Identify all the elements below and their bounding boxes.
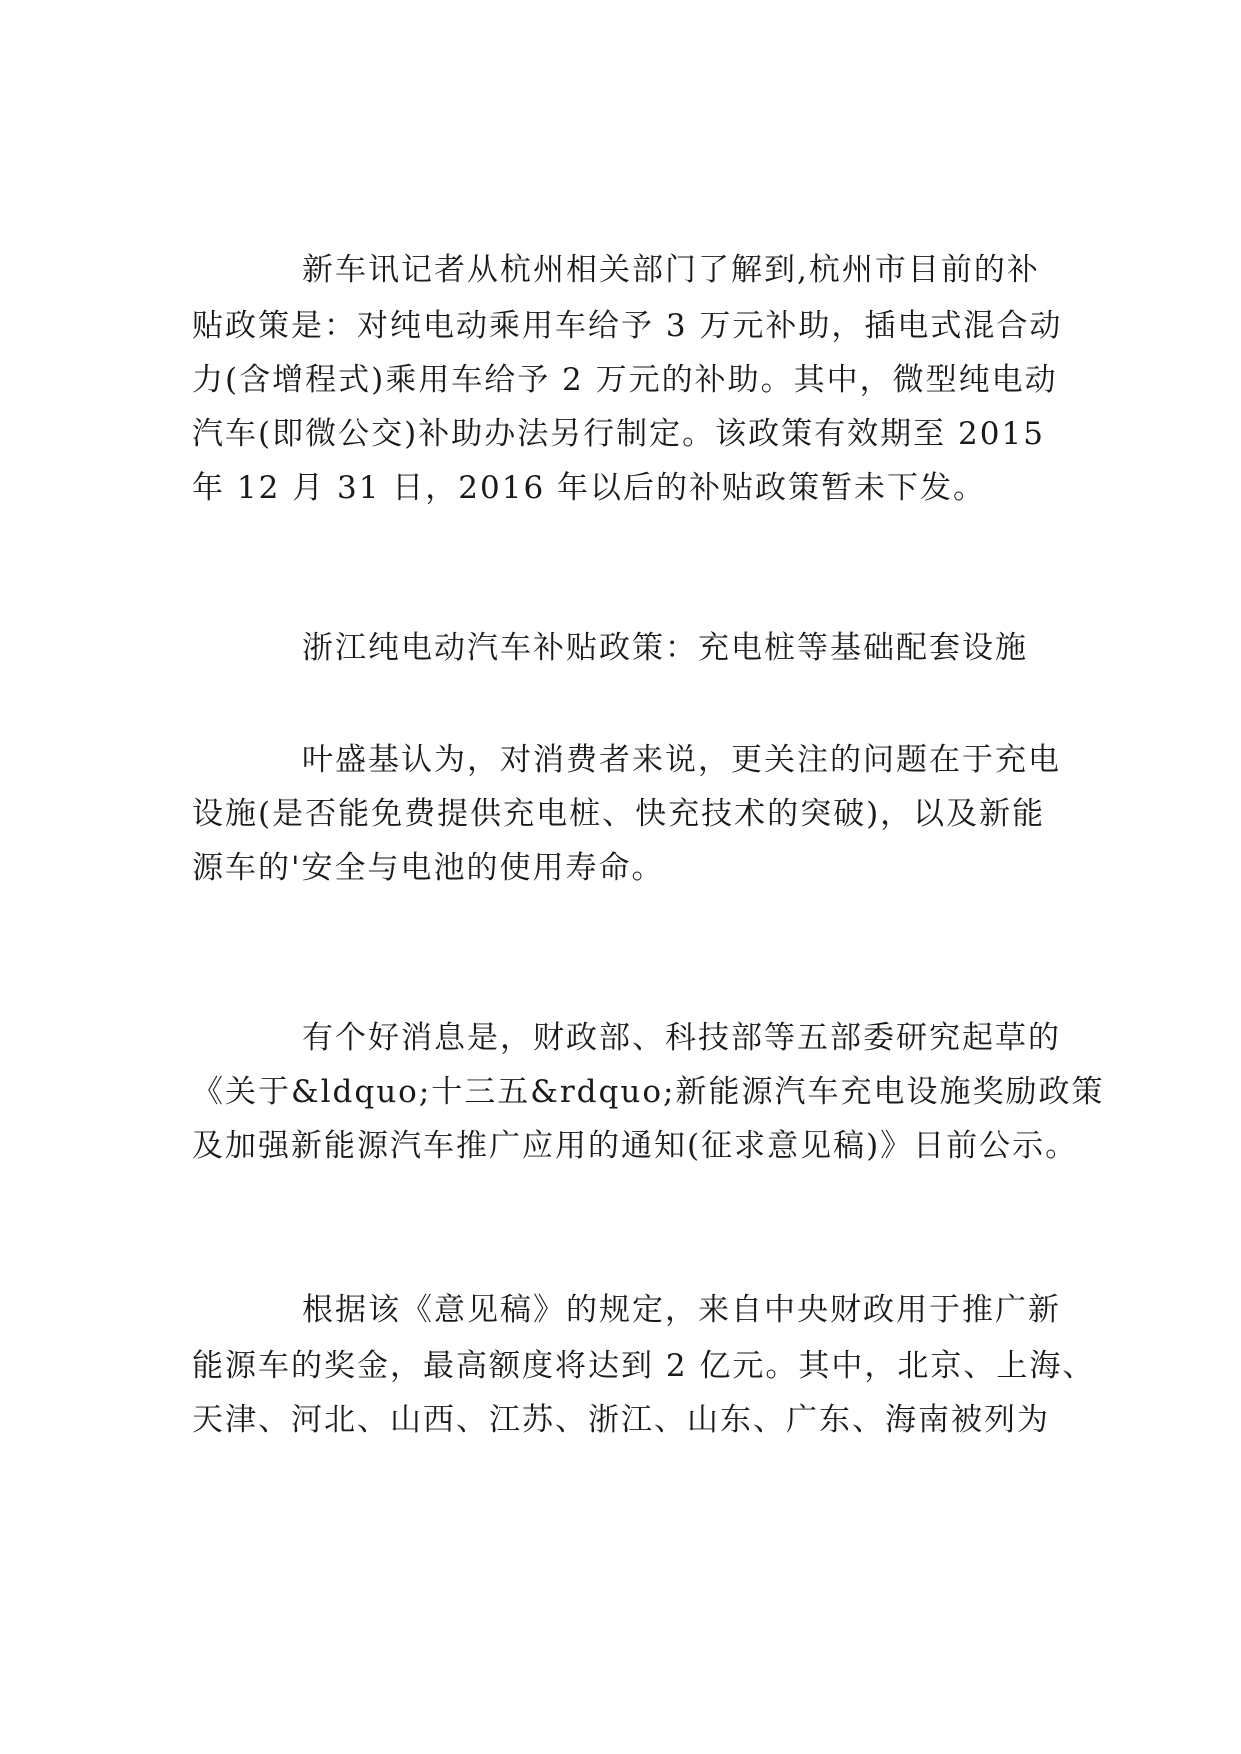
paragraph-2-line-2: 设施(是否能免费提供充电桩、快充技术的突破)，以及新能 bbox=[192, 796, 1046, 832]
paragraph-3-line-1: 有个好消息是，财政部、科技部等五部委研究起草的 bbox=[302, 1020, 1061, 1056]
paragraph-4-line-3: 天津、河北、山西、江苏、浙江、山东、广东、海南被列为 bbox=[192, 1402, 1050, 1438]
paragraph-1-line-5: 年 12 月 31 日，2016 年以后的补贴政策暂未下发。 bbox=[192, 470, 987, 506]
paragraph-4-line-1: 根据该《意见稿》的规定，来自中央财政用于推广新 bbox=[302, 1292, 1061, 1328]
paragraph-2-line-1: 叶盛基认为，对消费者来说，更关注的问题在于充电 bbox=[302, 742, 1061, 778]
section-heading: 浙江纯电动汽车补贴政策：充电桩等基础配套设施 bbox=[302, 630, 1028, 666]
paragraph-3-line-3: 及加强新能源汽车推广应用的通知(征求意见稿)》日前公示。 bbox=[192, 1128, 1079, 1164]
paragraph-1-line-1: 新车讯记者从杭州相关部门了解到,杭州市目前的补 bbox=[302, 252, 1040, 288]
paragraph-4-line-2: 能源车的奖金，最高额度将达到 2 亿元。其中，北京、上海、 bbox=[192, 1348, 1096, 1384]
paragraph-1-line-3: 力(含增程式)乘用车给予 2 万元的补助。其中，微型纯电动 bbox=[192, 362, 1058, 398]
paragraph-2-line-3: 源车的'安全与电池的使用寿命。 bbox=[192, 850, 665, 886]
paragraph-3-line-2: 《关于&ldquo;十三五&rdquo;新能源汽车充电设施奖励政策 bbox=[192, 1074, 1105, 1110]
paragraph-1-line-4: 汽车(即微公交)补助办法另行制定。该政策有效期至 2015 bbox=[192, 416, 1045, 452]
paragraph-1-line-2: 贴政策是：对纯电动乘用车给予 3 万元补助，插电式混合动 bbox=[192, 308, 1063, 344]
